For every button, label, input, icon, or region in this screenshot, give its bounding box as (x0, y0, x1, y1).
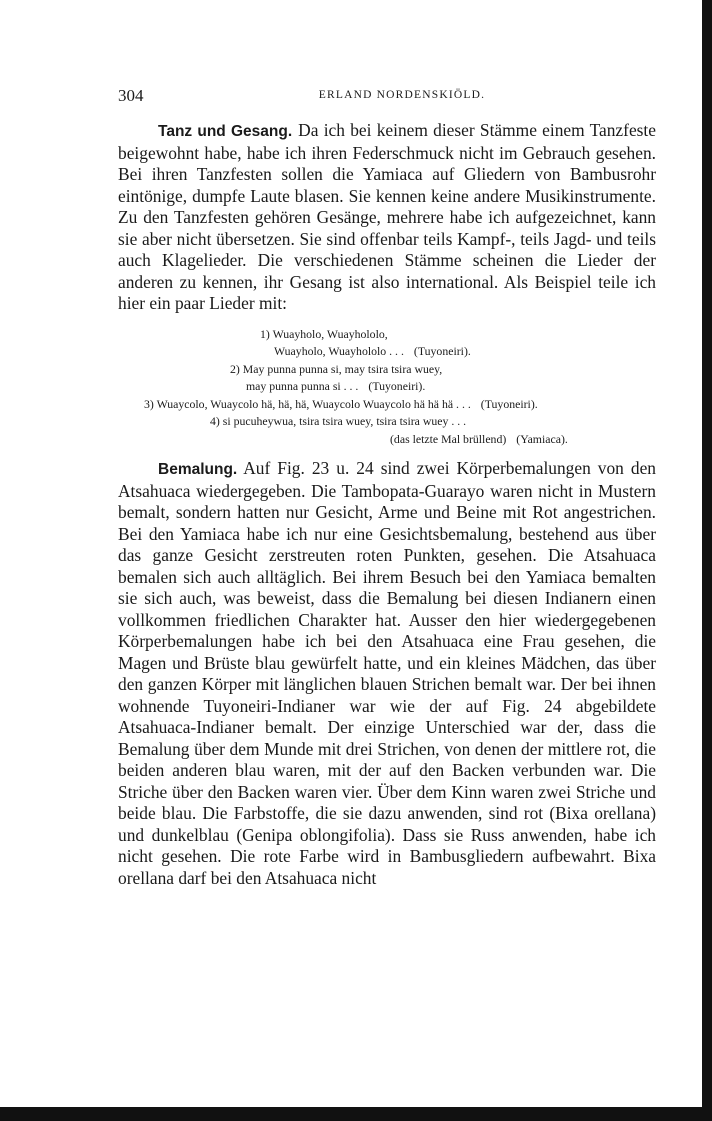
section-rubric-tanz: Tanz und Gesang. (158, 123, 293, 140)
song-1-line-1: 1) Wuayholo, Wuayhololo, (260, 326, 388, 341)
page-number: 304 (118, 86, 144, 105)
song-2-attribution: (Tuyoneiri). (368, 379, 426, 393)
paragraph-text: Da ich bei keinem dieser Stämme einem Tanzfeste beigewohnt habe, habe ich ihren Federschmuck nicht im Gebrauch gesehen. Bei ihren Tanzfesten sollen die Yamiaca auf Gliedern von Bambusrohr eintönige, dumpfe Laute blasen. Sie kennen keine andere Musikinstrumente. Zu den Tanzfesten gehören Gesänge, mehrere habe ich aufgezeichnet, kann sie aber nicht übersetzen. Sie sind offenbar teils Kampf-, teils Jagd- und teils auch Klagelieder. Die verschiedenen Stämme scheinen die Lieder der anderen zu kennen, ihr Gesang ist also international. Als Beispiel teile ich hier ein paar Lieder mit: (118, 120, 656, 313)
song-3-line (144, 396, 656, 414)
section-rubric-bemalung: Bemalung. (158, 461, 238, 478)
scan-edge-bottom (0, 1107, 712, 1121)
running-head: ERLAND NORDENSKIÖLD. (318, 89, 486, 101)
page-content (118, 120, 656, 889)
song-1-line-2-text: Wuayholo, Wuayhololo . . . (274, 344, 404, 358)
song-2-line-1: 2) May punna punna si, may tsira tsira wuey, (230, 361, 443, 376)
song-examples (118, 326, 656, 449)
song-1-attribution: (Tuyoneiri). (413, 344, 471, 358)
song-4-note: (das letzte Mal brüllend) (390, 431, 507, 446)
song-1-line-2 (274, 343, 656, 361)
song-3-line-text: 3) Wuaycolo, Wuaycolo hä, hä, hä, Wuaycolo Wuaycolo hä hä hä . . . (144, 396, 471, 411)
song-2-line-2-text: may punna punna si . . . (246, 379, 359, 393)
scan-edge-right (702, 0, 712, 1121)
song-3-attribution: (Tuyoneiri). (480, 396, 538, 411)
song-4-line-1: 4) si pucuheywua, tsira tsira wuey, tsira tsira wuey . . . (210, 414, 467, 428)
song-4-attribution: (Yamiaca). (516, 431, 568, 446)
song-2-line-2 (246, 378, 656, 396)
paragraph-text: Auf Fig. 23 u. 24 sind zwei Körperbemalungen von den Atsahuaca wiedergegeben. Die Tambopata-Guarayo waren nicht in Mustern bemalt, sondern hatten nur Gesicht, Arme und Beine mit Rot angestrichen. Bei den Yamiaca habe ich nur eine Gesichtsbemalung, bestehend aus über das ganze Gesicht zerstreuten roten Punkten, gesehen. Die Atsahuaca bemalen sich auch alltäglich. Bei ihrem Besuch bei den Yamiaca bemalten sie sich auch, was beweist, dass die Bemalung bei diesen Indianern einen vollkommen friedlichen Charakter hat. Ausser den hier wiedergegebenen Körperbemalungen habe ich bei den Atsahuaca eine Frau gesehen, die Magen und Brüste blau gewürfelt hatte, und ein kleines Mädchen, das über den ganzen Körper mit länglichen blauen Strichen bemalt war. Der bei ihnen wohnende Tuyoneiri-Indianer war wie der auf Fig. 24 abgebildete Atsahuaca-Indianer bemalt. Der einzige Unterschied war der, dass die Bemalung über dem Munde mit drei Strichen, von denen der mittlere rot, die beiden anderen blau waren, mit der auf den Backen verbunden war. Die Striche über den Backen waren vier. Über dem Kinn waren zwei Striche und beide blau. Die Farbstoffe, die sie dazu anwenden, sind rot (Bixa orellana) und dunkelblau (Genipa oblongifolia). Dass sie Russ anwenden, habe ich nicht gesehen. Die rote Farbe wird in Bambusgliedern aufbewahrt. Bixa orellana darf bei den Atsahuaca nicht (118, 458, 656, 888)
paragraph-bemalung (118, 458, 656, 889)
paragraph-tanz-und-gesang (118, 120, 656, 315)
song-4-line-2 (390, 431, 656, 449)
page-header (118, 86, 656, 110)
